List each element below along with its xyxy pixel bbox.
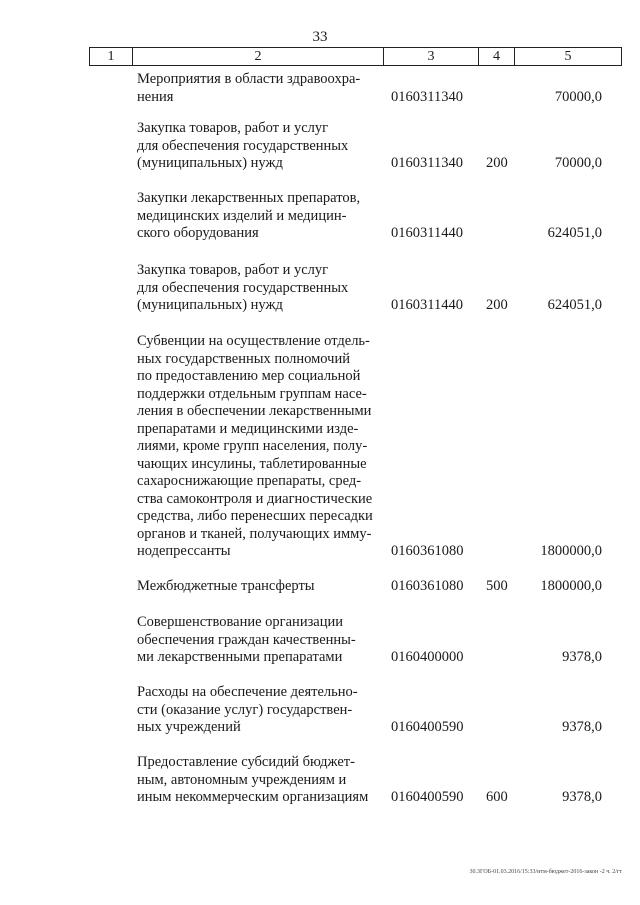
row-name: Межбюджетные трансферты — [137, 578, 315, 594]
header-col-4: 4 — [479, 48, 515, 65]
header-col-1: 1 — [90, 48, 133, 65]
row-name: Расходы на обеспечение деятельно- сти (оказание услуг) государствен- ных учреждений — [137, 684, 358, 735]
header-col-2: 2 — [133, 48, 384, 65]
table-header — [89, 47, 622, 66]
row-name: Предоставление субсидий бюджет- ным, автономным учреждениям и иным некоммерческим организациям — [137, 754, 369, 805]
row-name: Субвенции на осуществление отдель- ных государственных полномочий по предоставлению мер социальной поддержки отдельным группам насе- ления в обеспечении лекарственными препаратами и медицинскими изде- лиями, кроме групп населения, полу- чающих инсулины, таблетированные сахароснижающие препараты, сред- ства самоконтроля и диагностические средства, либо перенесших пересадки органов и тканей, получающих имму- нодепрессанты — [137, 333, 373, 559]
row-amount: 9378,0 — [562, 649, 602, 665]
header-col-5: 5 — [564, 49, 572, 64]
row-amount: 1800000,0 — [540, 543, 602, 559]
row-code: 0160361080 — [391, 578, 464, 594]
row-amount: 624051,0 — [547, 297, 602, 313]
header-col-3: 3 — [384, 48, 479, 65]
row-type: 500 — [486, 578, 508, 594]
row-name: Закупка товаров, работ и услуг для обеспечения государственных (муниципальных) нужд — [137, 262, 349, 313]
row-code: 0160311340 — [391, 155, 463, 171]
row-name: Закупки лекарственных препаратов, медицинских изделий и медицин- ского оборудования — [137, 190, 361, 241]
row-code: 0160400000 — [391, 649, 464, 665]
row-name: Закупка товаров, работ и услуг для обеспечения государственных (муниципальных) нужд — [137, 120, 349, 171]
row-type: 600 — [486, 789, 508, 805]
row-amount: 9378,0 — [562, 719, 602, 735]
row-code: 0160311440 — [391, 297, 463, 313]
row-type: 200 — [486, 297, 508, 313]
row-amount: 9378,0 — [562, 789, 602, 805]
row-code: 0160311340 — [391, 88, 463, 105]
footer-stamp: 30.3ГОБ-01.03.2016/15:33/итм-бюджет-2016-закон -2 ч. 2/гт — [469, 869, 622, 875]
row-code: 0160361080 — [391, 543, 464, 559]
row-code: 0160400590 — [391, 789, 464, 805]
row-code: 0160400590 — [391, 719, 464, 735]
page-number: 33 — [312, 29, 328, 45]
row-type: 200 — [486, 155, 508, 171]
row-name: Совершенствование организации обеспечения граждан качественны- ми лекарственными препаратами — [137, 614, 356, 665]
row-name: Мероприятия в области здравоохра- нения — [137, 71, 361, 105]
row-code: 0160311440 — [391, 225, 463, 241]
row-amount: 70000,0 — [554, 88, 602, 105]
row-amount: 624051,0 — [547, 225, 602, 241]
row-amount: 70000,0 — [554, 155, 602, 171]
row-amount: 1800000,0 — [540, 578, 602, 594]
